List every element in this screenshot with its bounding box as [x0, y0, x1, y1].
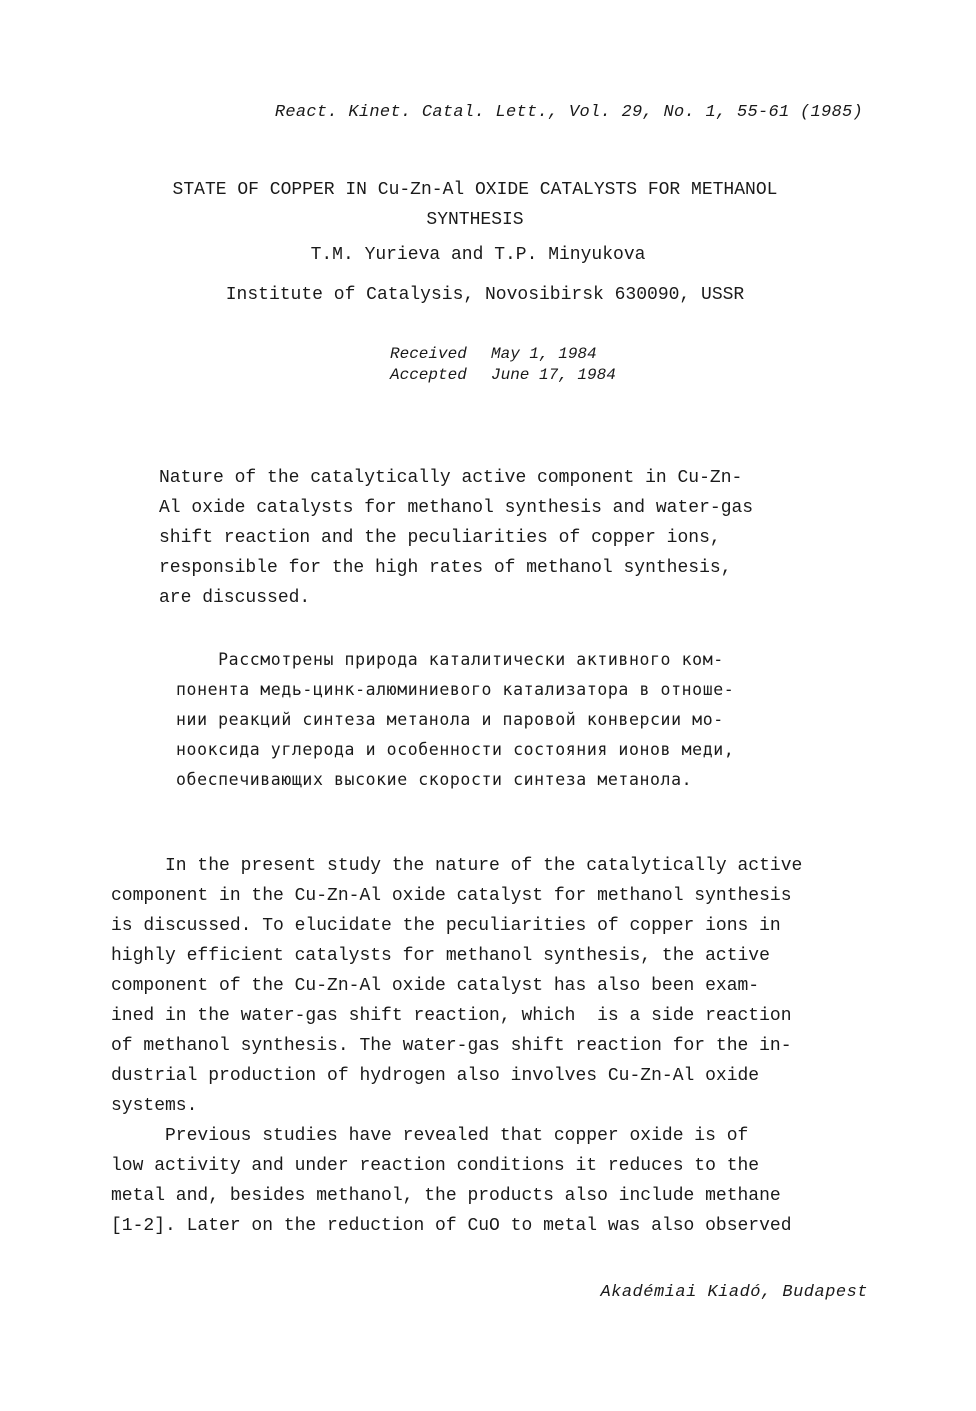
abstract-ru-line: понента медь-цинк-алюминиевого катализатора в отноше- — [176, 680, 735, 699]
abstract-english — [159, 463, 753, 613]
body-line: highly efficient catalysts for methanol synthesis, the active — [111, 946, 770, 966]
body-text — [111, 851, 802, 1241]
article-title — [100, 175, 850, 235]
body-line: of methanol synthesis. The water-gas shift reaction for the in- — [111, 1036, 792, 1056]
abstract-ru-line: обеспечивающих высокие скорости синтеза метанола. — [176, 770, 693, 789]
body-line: Previous studies have revealed that copper oxide is of — [111, 1126, 749, 1146]
received-row — [390, 344, 616, 365]
accepted-date: June 17, 1984 — [491, 366, 616, 384]
body-line: low activity and under reaction conditions it reduces to the — [111, 1156, 760, 1176]
body-line: is discussed. To elucidate the peculiarities of copper ions in — [111, 916, 781, 936]
body-line: dustrial production of hydrogen also involves Cu-Zn-Al oxide — [111, 1066, 760, 1086]
body-line: In the present study the nature of the catalytically active — [111, 856, 803, 876]
title-line: STATE OF COPPER IN Cu-Zn-Al OXIDE CATALYSTS FOR METHANOL — [172, 180, 778, 200]
abstract-ru-line: Рассмотрены природа каталитически активного ком- — [176, 650, 724, 669]
abstract-line: shift reaction and the peculiarities of copper ions, — [159, 528, 721, 548]
authors: T.M. Yurieva and T.P. Minyukova — [310, 245, 646, 265]
body-line: component in the Cu-Zn-Al oxide catalyst for methanol synthesis — [111, 886, 792, 906]
accepted-label: Accepted — [390, 366, 467, 384]
body-line: metal and, besides methanol, the products also include methane — [111, 1186, 781, 1206]
abstract-ru-line: нии реакций синтеза метанола и паровой конверсии мо- — [176, 710, 724, 729]
abstract-line: Al oxide catalysts for methanol synthesis and water-gas — [159, 498, 754, 518]
paragraph-2 — [111, 1121, 802, 1241]
abstract-line: Nature of the catalytically active component in Cu-Zn- — [159, 468, 743, 488]
title-line: SYNTHESIS — [426, 210, 524, 230]
publisher-footer: Akadémiai Kiadó, Budapest — [600, 1283, 868, 1302]
body-line: systems. — [111, 1096, 198, 1116]
received-label: Received — [390, 345, 467, 363]
journal-reference: React. Kinet. Catal. Lett., Vol. 29, No. 1, 55-61 (1985) — [274, 103, 863, 122]
affiliation: Institute of Catalysis, Novosibirsk 630090, USSR — [225, 285, 745, 305]
submission-dates — [390, 344, 616, 386]
abstract-line: responsible for the high rates of methanol synthesis, — [159, 558, 732, 578]
abstract-russian — [176, 645, 734, 795]
accepted-row — [390, 365, 616, 386]
received-date: May 1, 1984 — [491, 345, 597, 363]
abstract-ru-line: нооксида углерода и особенности состояния ионов меди, — [176, 740, 735, 759]
body-line: [1-2]. Later on the reduction of CuO to metal was also observed — [111, 1216, 792, 1236]
body-line: ined in the water-gas shift reaction, which is a side reaction — [111, 1006, 792, 1026]
paragraph-1 — [111, 851, 802, 1121]
body-line: component of the Cu-Zn-Al oxide catalyst has also been exam- — [111, 976, 760, 996]
abstract-line: are discussed. — [159, 588, 311, 608]
